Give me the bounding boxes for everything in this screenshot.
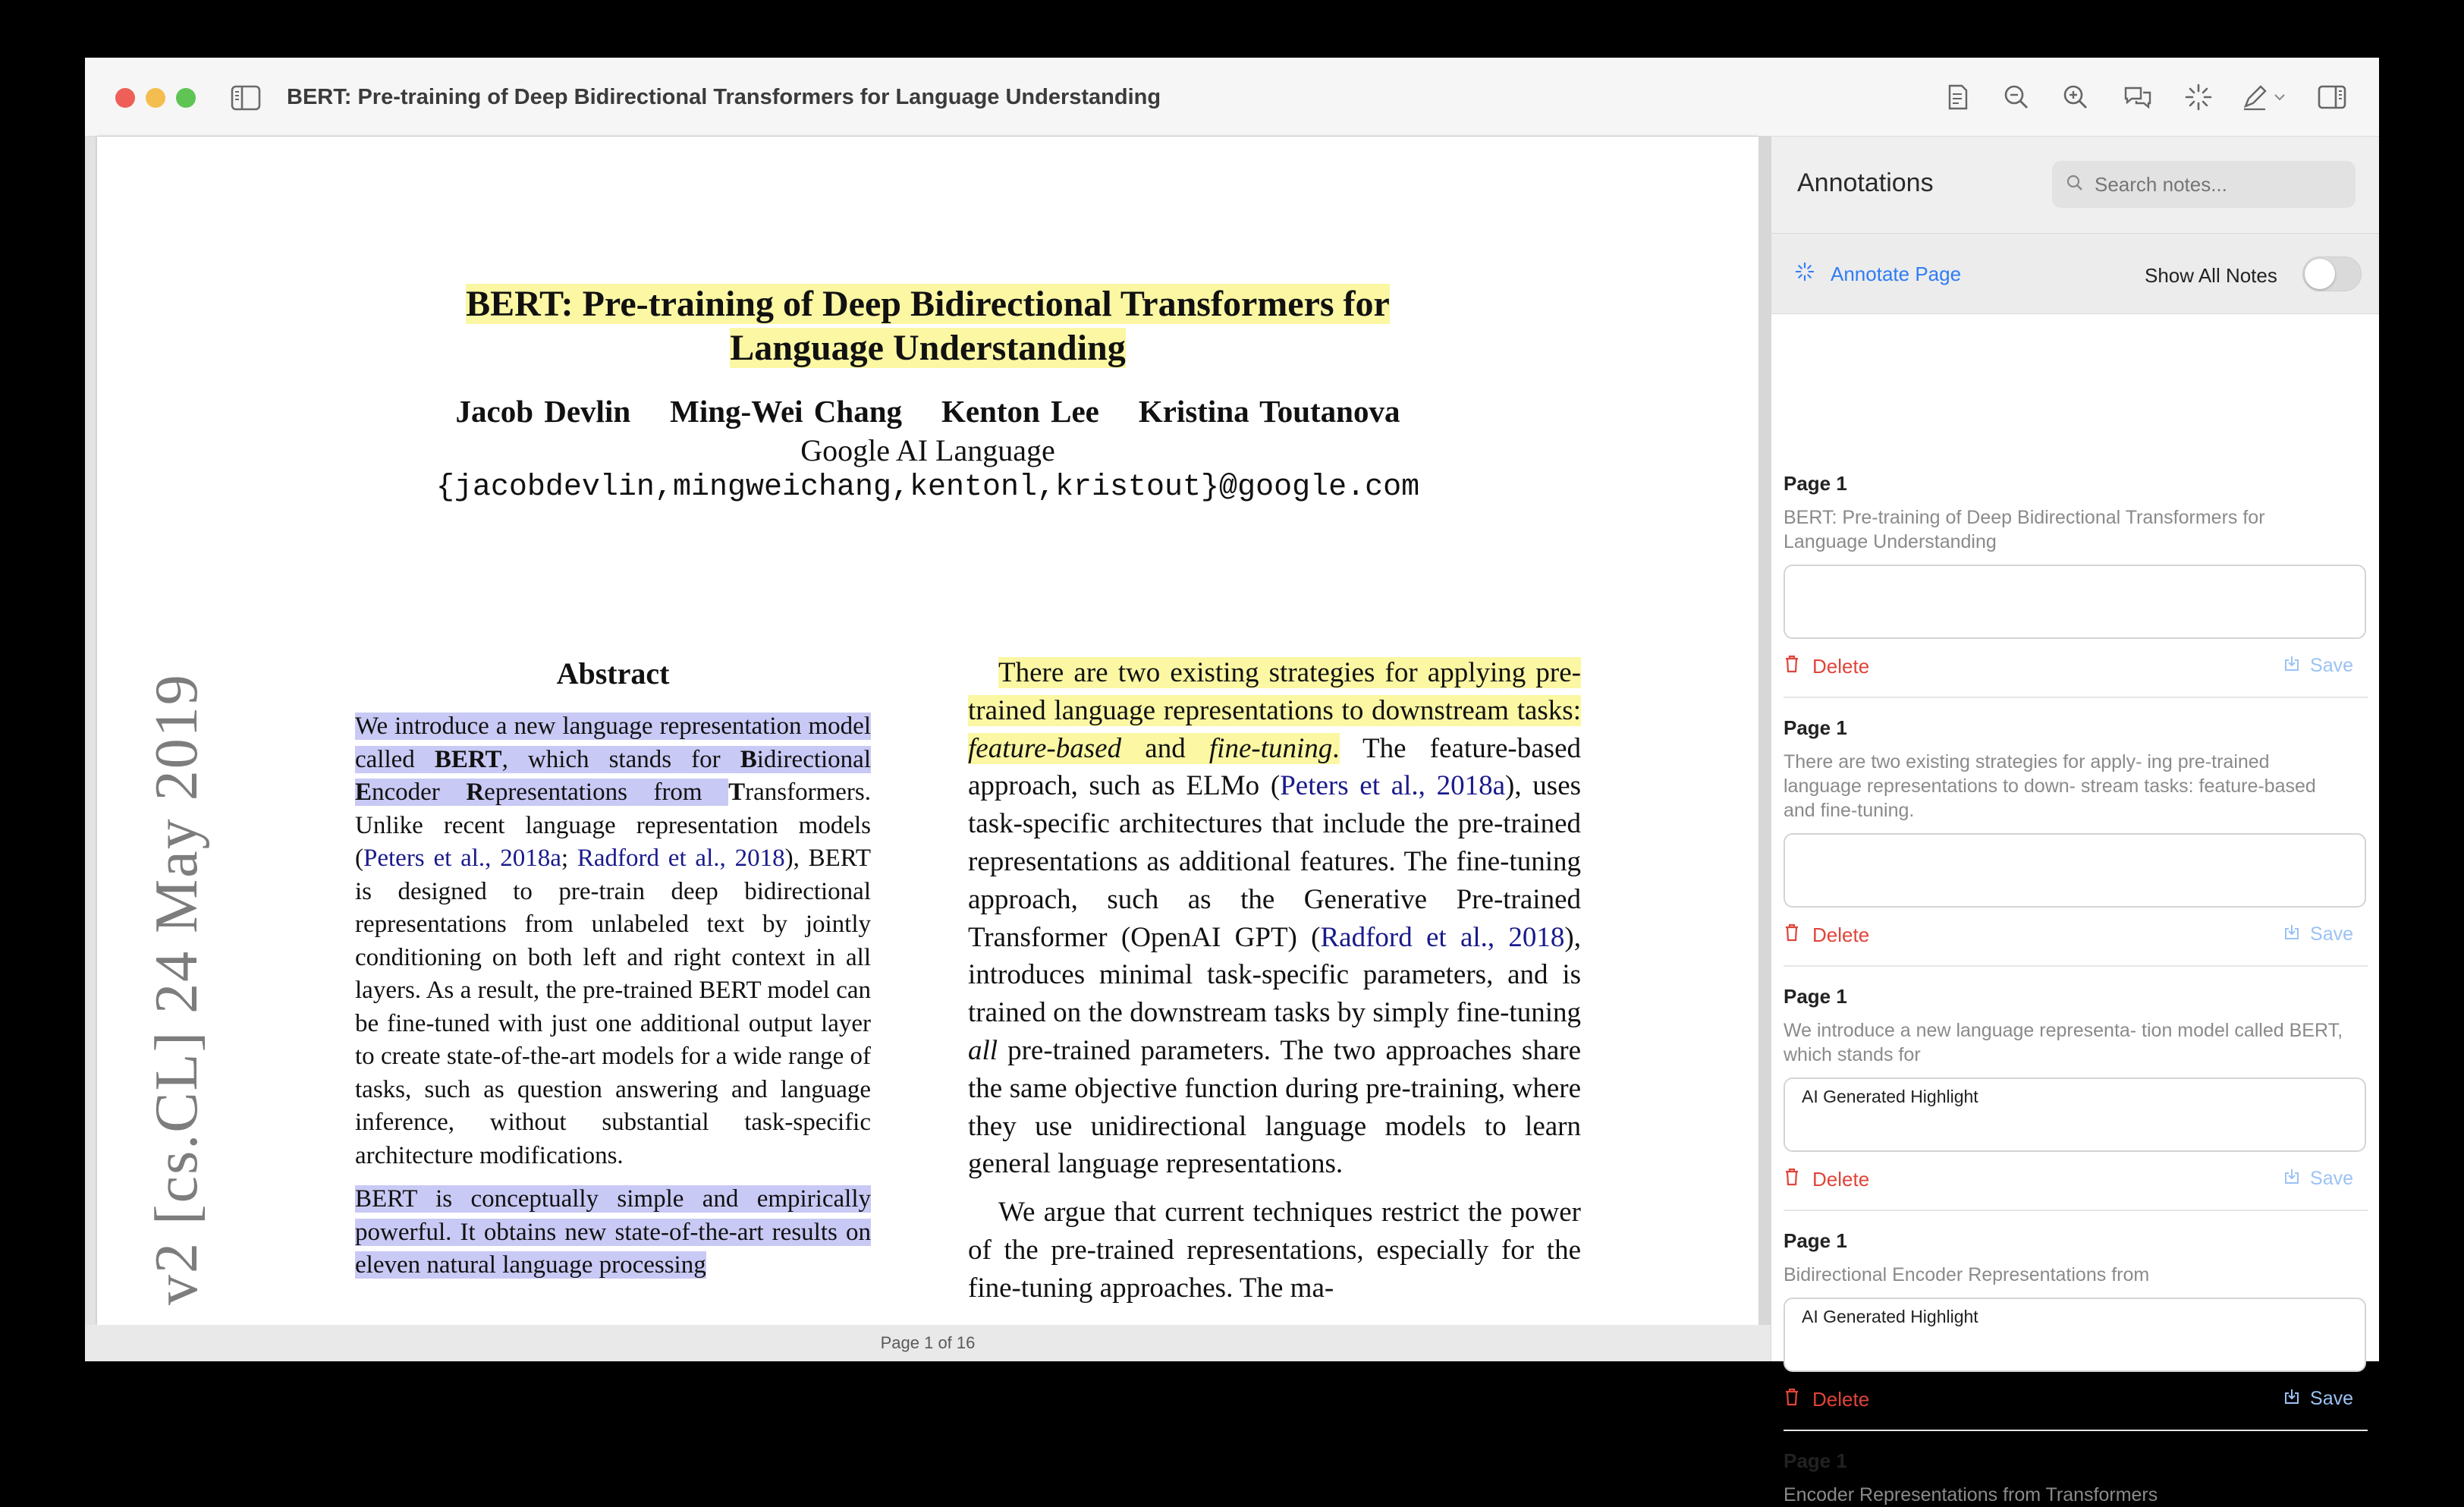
note-input[interactable]: AI Generated Highlight [1784, 1078, 2366, 1152]
trash-icon [1784, 654, 1800, 679]
page-indicator: Page 1 of 16 [85, 1325, 1771, 1361]
author-emails: {jacobdevlin,mingweichang,kentonl,kristout}@google.com [435, 470, 1420, 505]
save-note-button[interactable]: Save [2283, 1167, 2353, 1191]
abstract-column [355, 710, 871, 1293]
trash-icon [1784, 1387, 1800, 1412]
note-excerpt: BERT: Pre-training of Deep Bidirectional Transformers for Language Understanding [1784, 507, 2265, 552]
note-excerpt: We introduce a new language representa- tion model called BERT, which stands for [1784, 1020, 2343, 1065]
zoom-out-icon[interactable] [1998, 79, 2035, 115]
citation-link[interactable]: Peters et al., 2018a [363, 845, 561, 872]
author: Ming-Wei Chang [670, 394, 902, 429]
save-note-button[interactable]: Save [2283, 1387, 2353, 1411]
divider [1784, 965, 2368, 967]
notes-list [1771, 314, 2379, 1505]
affiliation: Google AI Language [800, 433, 1055, 467]
paper-title-line1: BERT: Pre-training of Deep Bidirectional Transformers for [466, 284, 1390, 324]
sidebar-toggle-icon[interactable] [231, 83, 261, 112]
panel-title: Annotations [1797, 168, 1934, 197]
intro-paragraph-1: There are two existing strategies for applying pre-trained language representations to downstream tasks: feature-based and fine-tuning. The feature-based approach, such as ELMo (Peters et al., 2018a), uses task-specific architectures that include the pre-trained representations as additional features. The fine-tuning approach, such as the Generative Pre-trained Transformer (OpenAI GPT) (Radford et al., 2018), introduces minimal task-specific parameters, and is trained on the downstream tasks by simply fine-tuning all pre-trained parameters. The two approaches share the same objective function during pre-training, where they use unidirectional language models to learn general language representations. [968, 657, 1582, 1180]
annotate-page-button[interactable]: Annotate Page [1794, 261, 1961, 288]
pdf-page[interactable] [97, 137, 1758, 1325]
show-all-notes-label: Show All Notes [2145, 264, 2277, 287]
annotations-header [1771, 137, 2379, 234]
delete-note-button[interactable]: Delete [1784, 1167, 1869, 1192]
citation-link[interactable]: Radford et al., 2018 [577, 845, 785, 872]
note-page-label: Page 1 [1784, 1229, 1847, 1252]
note-input[interactable] [1784, 833, 2366, 908]
app-window [85, 58, 2379, 1505]
minimize-window-button[interactable] [146, 88, 165, 108]
panel-actions [1771, 234, 2379, 314]
save-note-button[interactable]: Save [2283, 923, 2353, 946]
close-window-button[interactable] [115, 88, 135, 108]
search-icon [2066, 174, 2084, 196]
note-page-label: Page 1 [1784, 985, 1847, 1008]
intro-paragraph-2: We argue that current techniques restrict the power of the pre-trained representations, especially for the fine-tuning approaches. The ma- [968, 1197, 1581, 1304]
inspector-panel-icon[interactable] [2314, 79, 2350, 115]
chat-bubbles-icon[interactable] [2120, 79, 2156, 115]
arxiv-stamp: v2 [cs.CL] 24 May 2019 [143, 673, 210, 1305]
annotations-panel [1771, 137, 2379, 1505]
trash-icon [1784, 1167, 1800, 1192]
divider [1784, 697, 2368, 698]
ai-sparkle-icon[interactable] [2180, 79, 2217, 115]
search-notes-input[interactable] [2095, 173, 2337, 197]
citation-link[interactable]: Peters et al., 2018a [1280, 770, 1506, 802]
note-excerpt: There are two existing strategies for apply- ing pre-trained language representations to down- stream tasks: feature-based and fine-tuning. [1784, 751, 2316, 821]
maximize-window-button[interactable] [176, 88, 196, 108]
delete-note-button[interactable]: Delete [1784, 923, 1869, 948]
abstract-paragraph-2: BERT is conceptually simple and empirically powerful. It obtains new state-of-the-art results on eleven natural language processing [355, 1185, 871, 1279]
abstract-heading: Abstract [556, 656, 670, 691]
author: Kristina Toutanova [1138, 394, 1400, 429]
note-page-label: Page 1 [1784, 716, 1847, 739]
title-bar [85, 58, 2379, 137]
introduction-column [968, 654, 1581, 1318]
chevron-down-icon[interactable] [2268, 79, 2291, 115]
author: Jacob Devlin [455, 394, 631, 429]
window-title: BERT: Pre-training of Deep Bidirectional Transformers for Language Understanding [287, 85, 1161, 109]
save-icon [2283, 1167, 2301, 1191]
delete-note-button[interactable]: Delete [1784, 1387, 1869, 1412]
highlighter-pen-icon[interactable] [2236, 79, 2273, 115]
note-input[interactable]: AI Generated Highlight [1784, 1298, 2366, 1372]
show-all-notes-toggle[interactable] [2302, 256, 2362, 291]
document-outline-icon[interactable] [1939, 79, 1975, 115]
authors [97, 393, 1758, 429]
note-excerpt: Bidirectional Encoder Representations from [1784, 1264, 2150, 1285]
abstract-paragraph-1: We introduce a new language representation model called BERT, which stands for Bidirectional Encoder Representations from Transformers. Unlike recent language representation models (Peters et al., 2018a; Radford et al., 2018), BERT is designed to pre-train deep bidirectional representations from unlabeled text by jointly conditioning on both left and right context in all layers. As a result, the pre-trained BERT model can be fine-tuned with just one additional output layer to create state-of-the-art models for a wide range of tasks, such as question answering and language inference, without substantial task-specific architecture modifications. [355, 713, 871, 1169]
trash-icon [1784, 923, 1800, 948]
zoom-in-icon[interactable] [2057, 79, 2094, 115]
delete-note-button[interactable]: Delete [1784, 654, 1869, 679]
citation-link[interactable]: Radford et al., 2018 [1320, 921, 1565, 953]
note-page-label: Page 1 [1784, 1449, 1847, 1472]
search-notes-field[interactable] [2052, 161, 2356, 208]
document-scrollbar[interactable] [1758, 137, 1771, 1325]
save-icon [2283, 654, 2301, 678]
save-icon [2283, 1387, 2301, 1411]
document-viewer[interactable] [85, 137, 1771, 1361]
divider [1784, 1210, 2368, 1211]
paper-title-line2: Language Understanding [730, 328, 1126, 368]
note-excerpt: Encoder Representations from Transformers [1784, 1484, 2158, 1505]
divider [1784, 1430, 2368, 1431]
ai-sparkle-icon [1794, 261, 1815, 288]
save-icon [2283, 923, 2301, 946]
save-note-button[interactable]: Save [2283, 654, 2353, 678]
note-input[interactable] [1784, 565, 2366, 639]
note-page-label: Page 1 [1784, 472, 1847, 495]
author: Kenton Lee [941, 394, 1099, 429]
